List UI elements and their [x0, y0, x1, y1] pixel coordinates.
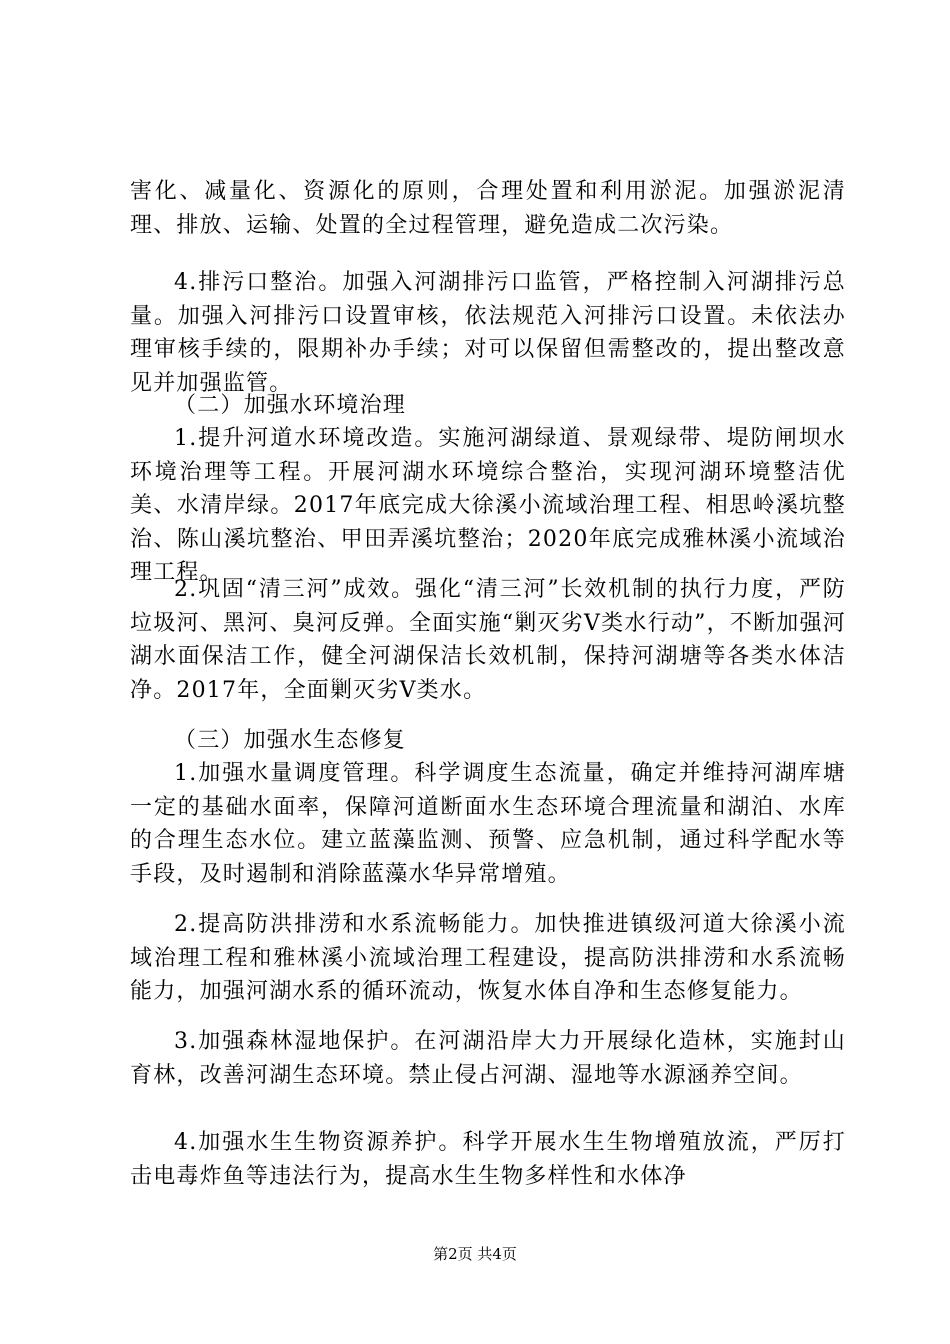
- paragraph-outfall-rectification: 4.排污口整治。加强入河湖排污口监管，严格控制入河湖排污总量。加强入河排污口设置审核，依法规范入河排污口设置。未依法办理审核手续的，限期补办手续；对可以保留但需整改的，提出整改意见并加强监管。: [130, 270, 846, 396]
- paragraph-water-scheduling: 1.加强水量调度管理。科学调度生态流量，确定并维持河湖库塘一定的基础水面率，保障河道断面水生态环境合理流量和湖泊、水库的合理生态水位。建立蓝藻监测、预警、应急机制，通过科学配水等手段，及时遏制和消除蓝藻水华异常增殖。: [130, 761, 846, 887]
- section-heading-water-environment: （二）加强水环境治理: [174, 393, 407, 418]
- paragraph-clean-three-rivers: 2.巩固“清三河”成效。强化“清三河”长效机制的执行力度，严防垃圾河、黑河、臭河反弹。全面实施“剿灭劣Ⅴ类水行动”，不断加强河湖水面保洁工作，健全河湖保洁长效机制，保持河湖塘等各类水体洁净。2017年，全面剿灭劣Ⅴ类水。: [130, 577, 846, 703]
- paragraph-flood-control: 2.提高防洪排涝和水系流畅能力。加快推进镇级河道大徐溪小流域治理工程和雅林溪小流域治理工程建设，提高防洪排涝和水系流畅能力，加强河湖水系的循环流动，恢复水体自净和生态修复能力。: [130, 912, 846, 1004]
- paragraph-sludge-disposal: 害化、减量化、资源化的原则，合理处置和利用淤泥。加强淤泥清理、排放、运输、处置的全过程管理，避免造成二次污染。: [130, 179, 846, 238]
- section-heading-water-ecology: （三）加强水生态修复: [174, 728, 407, 753]
- page-number-footer: 第2页 共4页: [433, 1245, 517, 1263]
- paragraph-aquatic-resources: 4.加强水生生物资源养护。科学开展水生生物增殖放流，严厉打击电毒炸鱼等违法行为，提高水生生物多样性和水体净: [130, 1130, 846, 1189]
- paragraph-forest-wetland: 3.加强森林湿地保护。在河湖沿岸大力开展绿化造林，实施封山育林，改善河湖生态环境。禁止侵占河湖、湿地等水源涵养空间。: [130, 1029, 846, 1088]
- paragraph-river-improvement: 1.提升河道水环境改造。实施河湖绿道、景观绿带、堤防闸坝水环境治理等工程。开展河湖水环境综合整治，实现河湖环境整洁优美、水清岸绿。2017年底完成大徐溪小流域治理工程、相思岭溪坑整治、陈山溪坑整治、甲田弄溪坑整治；2020年底完成雅林溪小流域治理工程。: [130, 426, 846, 585]
